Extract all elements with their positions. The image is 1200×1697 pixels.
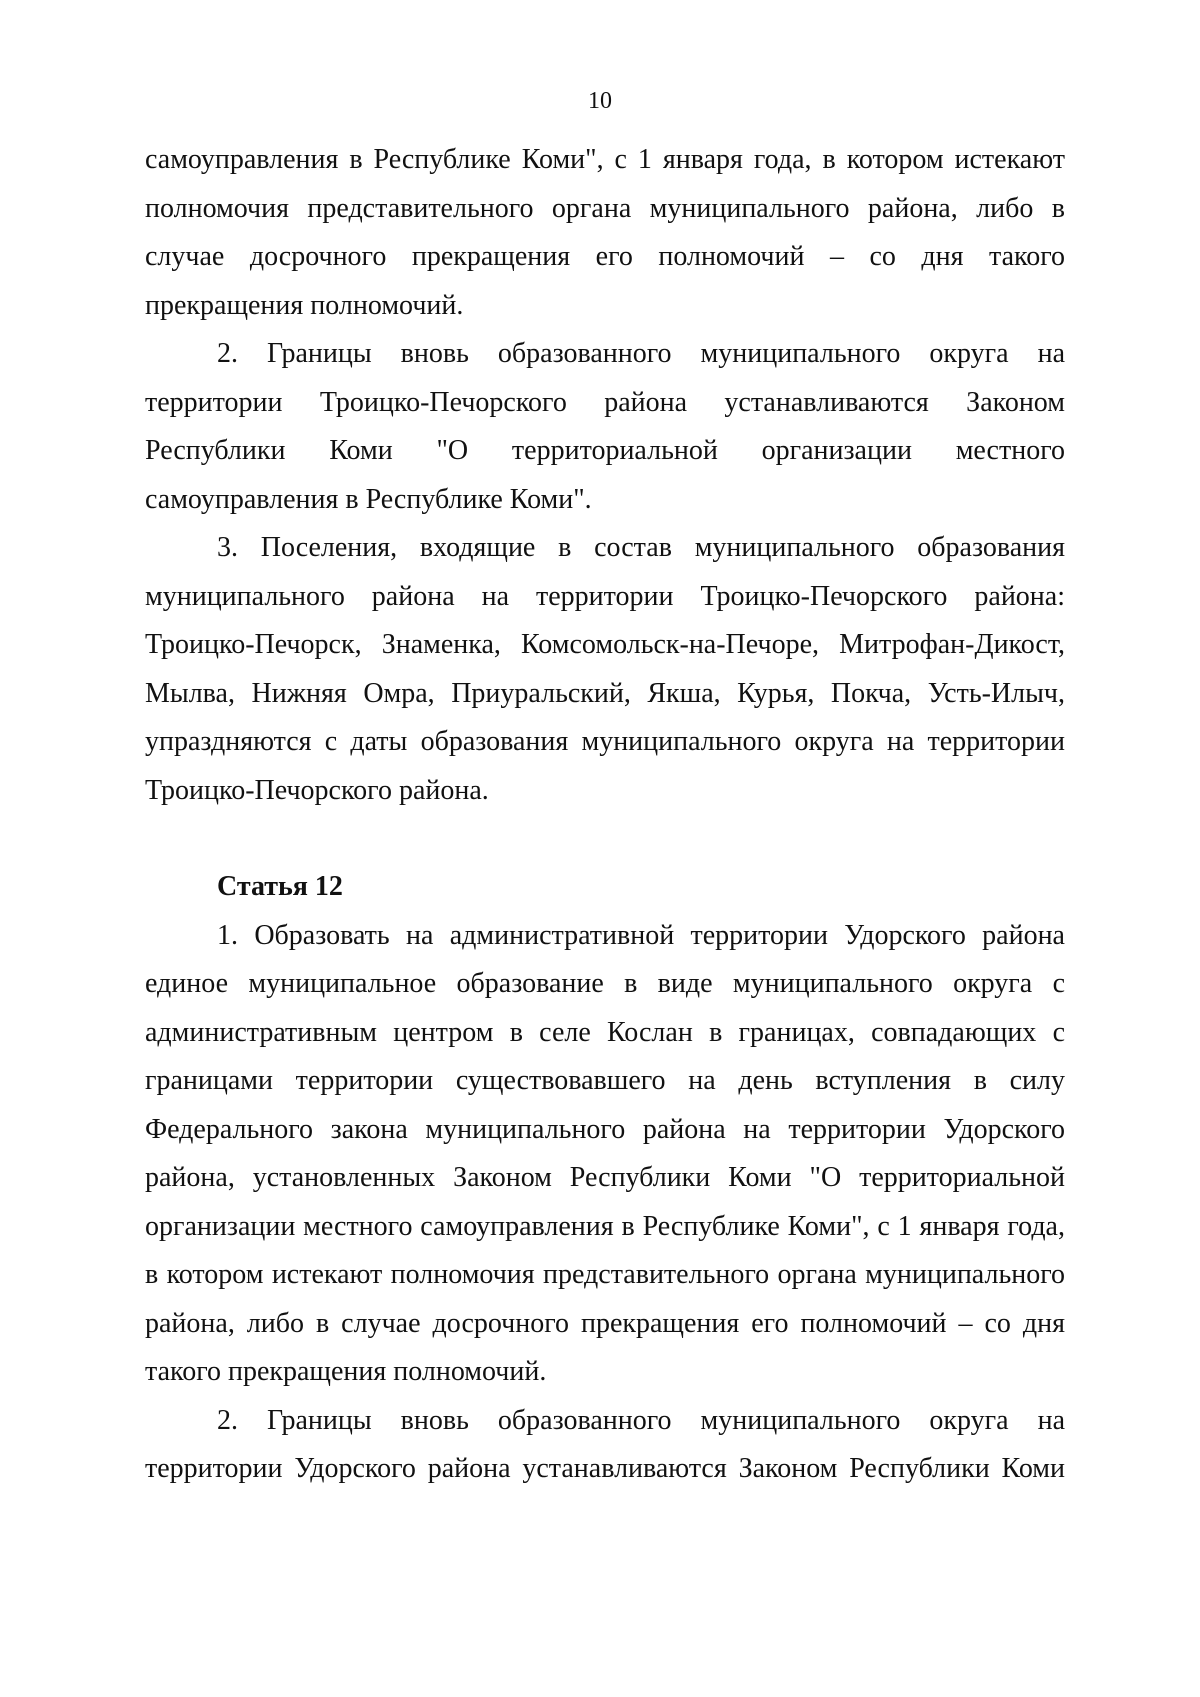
page-number: 10 — [588, 88, 612, 114]
paragraph-boundaries-udora: 2. Границы вновь образованного муниципального округа на территории Удорского района устанавливаются Законом Республики Коми — [145, 1404, 1065, 1484]
paragraph-continuation: самоуправления в Республике Коми", с 1 января года, в котором истекают полномочия представительного органа муниципального района, либо в случае досрочного прекращения его полномочий – со дня такого прекращения полномочий. — [145, 144, 1065, 321]
paragraph-udora-formation: 1. Образовать на административной территории Удорского района единое муниципальное образование в виде муниципального округа с административным центром в селе Кослан в границах, совпадающих с границами территории существовавшего на день вступления в силу Федерального закона муниципального района на территории Удорского района, установленных Законом Республики Коми "О территориальной организации местного самоуправления в Республике Коми", с 1 января года, в котором истекают полномочия представительного органа муниципального района, либо в случае досрочного прекращения его полномочий – со дня такого прекращения полномочий. — [145, 919, 1065, 1387]
article-heading: Статья 12 — [217, 871, 343, 902]
paragraph-settlements-abolished: 3. Поселения, входящие в состав муниципального образования муниципального района на территории Троицко-Печорского района: Троицко-Печорск, Знаменка, Комсомольск-на-Печоре, Митрофан-Дикост, Мылва, Нижняя Омра, Приуральский, Якша, Курья, Покча, Усть-Илыч, упраздняются с даты образования муниципального округа на территории Троицко-Печорского района. — [145, 532, 1065, 806]
document-body — [145, 136, 1065, 1494]
paragraph-boundaries-troitsko: 2. Границы вновь образованного муниципального округа на территории Троицко-Печорского района устанавливаются Законом Республики Коми "О территориальной организации местного самоуправления в Республике Коми". — [145, 338, 1065, 515]
